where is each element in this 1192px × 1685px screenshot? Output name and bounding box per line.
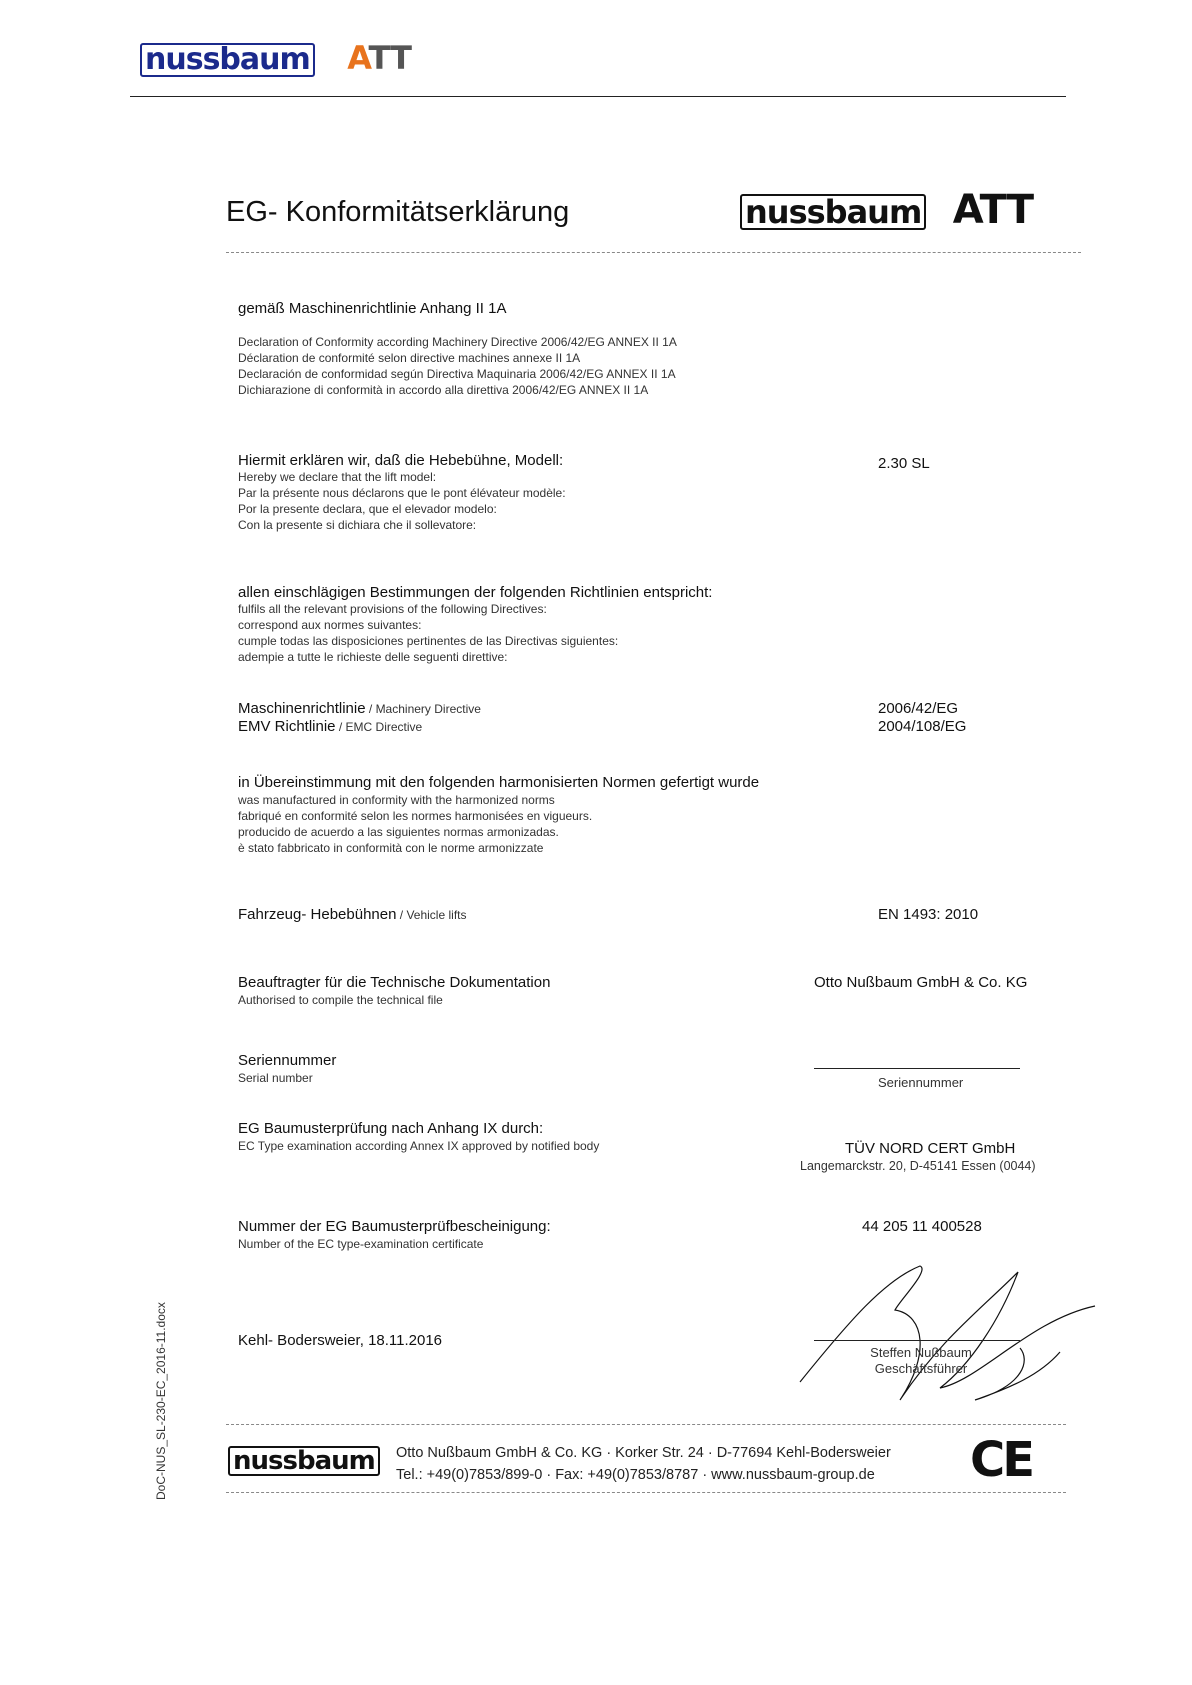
header-rule [130, 96, 1066, 97]
directive-row-emc [238, 718, 422, 735]
harmonized-fr: fabriqué en conformité selon les normes harmonisées en vigueurs. [238, 809, 593, 823]
signatory-name: Steffen Nußbaum [870, 1345, 972, 1360]
nussbaum-logo: nussbaum [140, 43, 315, 77]
authorised-main: Beauftragter für die Technische Dokumentation [238, 974, 551, 991]
model-es: Por la presente declara, que el elevador modelo: [238, 502, 497, 516]
page-title: EG- Konformitätserklärung [226, 196, 570, 228]
certificate-main: Nummer der EG Baumusterprüfbescheinigung: [238, 1218, 551, 1235]
model-en: Hereby we declare that the lift model: [238, 470, 437, 484]
header-logos [140, 39, 411, 77]
directive-machinery-main: Maschinenrichtlinie [238, 700, 366, 717]
directive-intro-fr: Déclaration de conformité selon directive machines annexe II 1A [238, 351, 581, 365]
harmonized-en: was manufactured in conformity with the harmonized norms [238, 793, 555, 807]
provisions-subs [238, 601, 618, 665]
footer-line-1: Otto Nußbaum GmbH & Co. KG · Korker Str. 24 · D-77694 Kehl-Bodersweier [396, 1445, 891, 1461]
provisions-en: fulfils all the relevant provisions of the following Directives: [238, 602, 547, 616]
footer-line-2: Tel.: +49(0)7853/899-0 · Fax: +49(0)7853/8787 · www.nussbaum-group.de [396, 1467, 875, 1483]
footer-rule-top [226, 1424, 1066, 1425]
vehicle-lifts-main: Fahrzeug- Hebebühnen [238, 906, 397, 923]
directive-row-machinery [238, 700, 481, 717]
certificate-value: 44 205 11 400528 [862, 1218, 982, 1235]
provisions-es: cumple todas las disposiciones pertinentes de las Directivas siguientes: [238, 634, 619, 648]
harmonized-it: è stato fabbricato in conformità con le norme armonizzate [238, 841, 544, 855]
side-file-label: DoC-NUS_SL-230-EC_2016-11.docx [154, 1302, 168, 1500]
att-logo: ATT [347, 39, 411, 77]
provisions-fr: correspond aux normes suivantes: [238, 618, 422, 632]
signatory-block [862, 1345, 980, 1377]
title-rule [226, 252, 1081, 253]
directive-intro-es: Declaración de conformidad según Directiva Maquinaria 2006/42/EG ANNEX II 1A [238, 367, 676, 381]
directive-emc-value: 2004/108/EG [878, 718, 967, 735]
directive-emc-sub: / EMC Directive [335, 720, 423, 734]
certificate-sub: Number of the EC type-examination certificate [238, 1237, 484, 1251]
signature-line [814, 1340, 1020, 1341]
att-logo-black: ATT [952, 187, 1034, 233]
footer-logo-wrap [228, 1446, 380, 1476]
serial-main: Seriennummer [238, 1052, 337, 1069]
directive-intro-en: Declaration of Conformity according Machinery Directive 2006/42/EG ANNEX II 1A [238, 335, 677, 349]
model-main: Hiermit erklären wir, daß die Hebebühne, Modell: [238, 452, 564, 469]
footer-nussbaum-logo: nussbaum [228, 1446, 380, 1476]
nussbaum-logo-black: nussbaum [740, 194, 926, 230]
vehicle-lifts-value: EN 1493: 2010 [878, 906, 979, 923]
serial-line [814, 1068, 1020, 1069]
type-exam-sub: EC Type examination according Annex IX approved by notified body [238, 1139, 600, 1153]
directive-intro-main: gemäß Maschinenrichtlinie Anhang II 1A [238, 300, 507, 317]
signature-scribble [790, 1260, 1100, 1410]
directive-intro-subs [238, 334, 677, 398]
model-fr: Par la présente nous déclarons que le pont élévateur modèle: [238, 486, 566, 500]
type-exam-body: TÜV NORD CERT GmbH [845, 1140, 1016, 1157]
serial-sub: Serial number [238, 1071, 313, 1085]
directive-machinery-value: 2006/42/EG [878, 700, 959, 717]
ce-mark: CE [970, 1432, 1033, 1488]
directive-machinery-sub: / Machinery Directive [365, 702, 481, 716]
provisions-main: allen einschlägigen Bestimmungen der folgenden Richtlinien entspricht: [238, 584, 713, 601]
directive-emc-main: EMV Richtlinie [238, 718, 336, 735]
signatory-role: Geschäftsführer [874, 1361, 968, 1376]
authorised-sub: Authorised to compile the technical file [238, 993, 443, 1007]
vehicle-lifts-sub: / Vehicle lifts [396, 908, 467, 922]
type-exam-main: EG Baumusterprüfung nach Anhang IX durch: [238, 1120, 544, 1137]
provisions-it: adempie a tutte le richieste delle seguenti direttive: [238, 650, 508, 664]
harmonized-es: producido de acuerdo a las siguientes normas armonizadas. [238, 825, 559, 839]
type-exam-address: Langemarckstr. 20, D-45141 Essen (0044) [800, 1159, 1036, 1173]
model-value: 2.30 SL [878, 455, 930, 472]
authorised-value: Otto Nußbaum GmbH & Co. KG [814, 974, 1028, 991]
model-subs [238, 469, 566, 533]
model-it: Con la presente si dichiara che il sollevatore: [238, 518, 477, 532]
harmonized-subs [238, 792, 592, 856]
harmonized-main: in Übereinstimmung mit den folgenden harmonisierten Normen gefertigt wurde [238, 774, 760, 791]
place-date: Kehl- Bodersweier, 18.11.2016 [238, 1332, 443, 1349]
footer-address [396, 1442, 891, 1486]
directive-intro-it: Dichiarazione di conformità in accordo alla direttiva 2006/42/EG ANNEX II 1A [238, 383, 649, 397]
serial-value-label: Seriennummer [878, 1075, 964, 1090]
vehicle-lifts-row [238, 906, 466, 923]
title-logos [740, 187, 1034, 233]
footer-rule-bottom [226, 1492, 1066, 1493]
